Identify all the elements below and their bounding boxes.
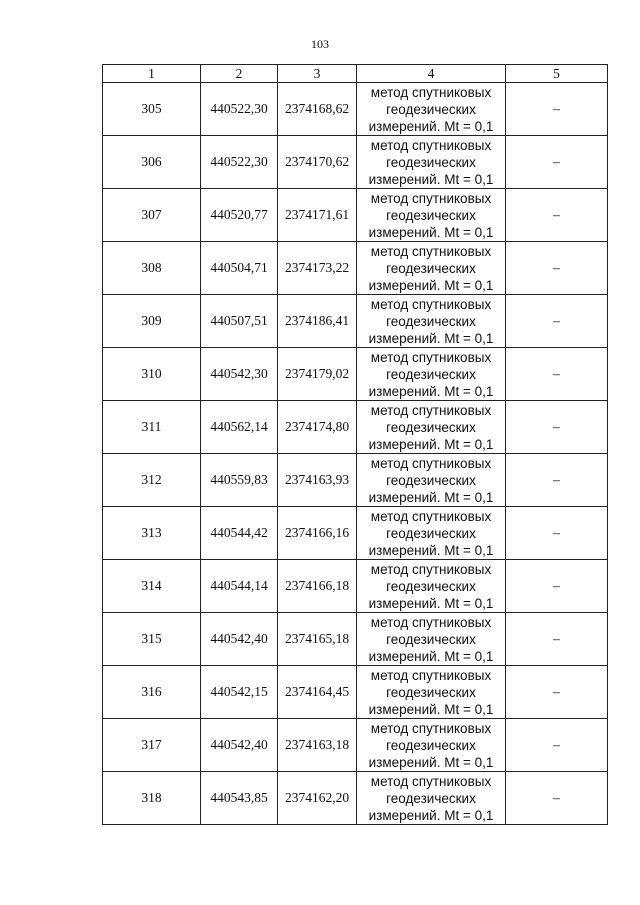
method-cell xyxy=(357,348,506,401)
point-cell: 312 xyxy=(103,454,201,507)
x-coordinate-cell: 440504,71 xyxy=(201,242,278,295)
x-coordinate-cell: 440542,15 xyxy=(201,666,278,719)
point-cell: 309 xyxy=(103,295,201,348)
y-coordinate-cell: 2374173,22 xyxy=(278,242,357,295)
method-line: геодезических xyxy=(386,472,476,488)
y-coordinate-cell: 2374168,62 xyxy=(278,83,357,136)
x-coordinate-cell: 440559,83 xyxy=(201,454,278,507)
point-cell: 314 xyxy=(103,560,201,613)
table-row xyxy=(103,719,608,772)
y-coordinate-cell: 2374163,93 xyxy=(278,454,357,507)
table-body xyxy=(103,83,608,825)
method-line: измерений. Mt = 0,1 xyxy=(368,648,494,664)
method-line: метод спутниковых xyxy=(370,296,492,312)
method-line: геодезических xyxy=(386,366,476,382)
method-line: измерений. Mt = 0,1 xyxy=(368,595,494,611)
x-coordinate-cell: 440507,51 xyxy=(201,295,278,348)
note-cell: – xyxy=(506,454,608,507)
table-row xyxy=(103,348,608,401)
note-cell: – xyxy=(506,242,608,295)
x-coordinate-cell: 440543,85 xyxy=(201,772,278,825)
table-row xyxy=(103,454,608,507)
method-line: измерений. Mt = 0,1 xyxy=(368,542,494,558)
point-cell: 313 xyxy=(103,507,201,560)
method-cell xyxy=(357,507,506,560)
method-line: метод спутниковых xyxy=(370,243,492,259)
y-coordinate-cell: 2374174,80 xyxy=(278,401,357,454)
note-cell: – xyxy=(506,136,608,189)
method-line: измерений. Mt = 0,1 xyxy=(368,171,494,187)
note-cell: – xyxy=(506,772,608,825)
method-cell xyxy=(357,666,506,719)
method-line: метод спутниковых xyxy=(370,402,492,418)
method-line: измерений. Mt = 0,1 xyxy=(368,224,494,240)
note-cell: – xyxy=(506,666,608,719)
y-coordinate-cell: 2374165,18 xyxy=(278,613,357,666)
x-coordinate-cell: 440542,30 xyxy=(201,348,278,401)
x-coordinate-cell: 440542,40 xyxy=(201,719,278,772)
method-line: измерений. Mt = 0,1 xyxy=(368,754,494,770)
method-line: измерений. Mt = 0,1 xyxy=(368,277,494,293)
table-row xyxy=(103,507,608,560)
method-cell xyxy=(357,401,506,454)
point-cell: 316 xyxy=(103,666,201,719)
y-coordinate-cell: 2374164,45 xyxy=(278,666,357,719)
method-line: метод спутниковых xyxy=(370,349,492,365)
x-coordinate-cell: 440562,14 xyxy=(201,401,278,454)
note-cell: – xyxy=(506,83,608,136)
method-line: геодезических xyxy=(386,154,476,170)
table-row xyxy=(103,136,608,189)
method-line: метод спутниковых xyxy=(370,720,492,736)
method-line: измерений. Mt = 0,1 xyxy=(368,383,494,399)
table-row xyxy=(103,242,608,295)
method-line: геодезических xyxy=(386,525,476,541)
table-row xyxy=(103,189,608,242)
method-line: метод спутниковых xyxy=(370,773,492,789)
method-line: измерений. Mt = 0,1 xyxy=(368,807,494,823)
method-line: измерений. Mt = 0,1 xyxy=(368,118,494,134)
method-line: геодезических xyxy=(386,207,476,223)
point-cell: 308 xyxy=(103,242,201,295)
column-header-method: 4 xyxy=(357,65,506,83)
column-header-x: 2 xyxy=(201,65,278,83)
note-cell: – xyxy=(506,401,608,454)
point-cell: 318 xyxy=(103,772,201,825)
method-cell xyxy=(357,295,506,348)
point-cell: 307 xyxy=(103,189,201,242)
note-cell: – xyxy=(506,719,608,772)
x-coordinate-cell: 440544,42 xyxy=(201,507,278,560)
method-line: метод спутниковых xyxy=(370,84,492,100)
table-row xyxy=(103,83,608,136)
table-header-row xyxy=(103,65,608,83)
method-cell xyxy=(357,719,506,772)
point-cell: 305 xyxy=(103,83,201,136)
x-coordinate-cell: 440522,30 xyxy=(201,83,278,136)
method-cell xyxy=(357,242,506,295)
method-line: геодезических xyxy=(386,684,476,700)
y-coordinate-cell: 2374163,18 xyxy=(278,719,357,772)
y-coordinate-cell: 2374162,20 xyxy=(278,772,357,825)
method-cell xyxy=(357,189,506,242)
point-cell: 315 xyxy=(103,613,201,666)
y-coordinate-cell: 2374186,41 xyxy=(278,295,357,348)
note-cell: – xyxy=(506,348,608,401)
method-line: метод спутниковых xyxy=(370,455,492,471)
point-cell: 317 xyxy=(103,719,201,772)
table-row xyxy=(103,295,608,348)
note-cell: – xyxy=(506,507,608,560)
method-line: метод спутниковых xyxy=(370,137,492,153)
method-cell xyxy=(357,454,506,507)
note-cell: – xyxy=(506,189,608,242)
column-header-note: 5 xyxy=(506,65,608,83)
column-header-point: 1 xyxy=(103,65,201,83)
x-coordinate-cell: 440520,77 xyxy=(201,189,278,242)
table-row xyxy=(103,560,608,613)
x-coordinate-cell: 440544,14 xyxy=(201,560,278,613)
table-row xyxy=(103,401,608,454)
method-line: метод спутниковых xyxy=(370,561,492,577)
point-cell: 306 xyxy=(103,136,201,189)
method-line: геодезических xyxy=(386,101,476,117)
method-cell xyxy=(357,83,506,136)
y-coordinate-cell: 2374170,62 xyxy=(278,136,357,189)
y-coordinate-cell: 2374166,16 xyxy=(278,507,357,560)
method-line: геодезических xyxy=(386,631,476,647)
table-row xyxy=(103,666,608,719)
point-cell: 311 xyxy=(103,401,201,454)
y-coordinate-cell: 2374166,18 xyxy=(278,560,357,613)
method-line: геодезических xyxy=(386,313,476,329)
note-cell: – xyxy=(506,613,608,666)
method-line: метод спутниковых xyxy=(370,508,492,524)
point-cell: 310 xyxy=(103,348,201,401)
column-header-y: 3 xyxy=(278,65,357,83)
y-coordinate-cell: 2374179,02 xyxy=(278,348,357,401)
method-line: геодезических xyxy=(386,260,476,276)
method-line: измерений. Mt = 0,1 xyxy=(368,701,494,717)
y-coordinate-cell: 2374171,61 xyxy=(278,189,357,242)
x-coordinate-cell: 440542,40 xyxy=(201,613,278,666)
method-cell xyxy=(357,613,506,666)
method-line: геодезических xyxy=(386,578,476,594)
method-line: измерений. Mt = 0,1 xyxy=(368,330,494,346)
method-line: геодезических xyxy=(386,790,476,806)
method-line: геодезических xyxy=(386,737,476,753)
coordinates-table xyxy=(102,64,608,825)
method-cell xyxy=(357,136,506,189)
table-row xyxy=(103,613,608,666)
note-cell: – xyxy=(506,560,608,613)
method-cell xyxy=(357,560,506,613)
page-number: 103 xyxy=(311,37,329,51)
method-line: измерений. Mt = 0,1 xyxy=(368,489,494,505)
method-line: метод спутниковых xyxy=(370,614,492,630)
table-row xyxy=(103,772,608,825)
x-coordinate-cell: 440522,30 xyxy=(201,136,278,189)
note-cell: – xyxy=(506,295,608,348)
method-line: измерений. Mt = 0,1 xyxy=(368,436,494,452)
method-line: метод спутниковых xyxy=(370,667,492,683)
method-line: метод спутниковых xyxy=(370,190,492,206)
method-cell xyxy=(357,772,506,825)
method-line: геодезических xyxy=(386,419,476,435)
